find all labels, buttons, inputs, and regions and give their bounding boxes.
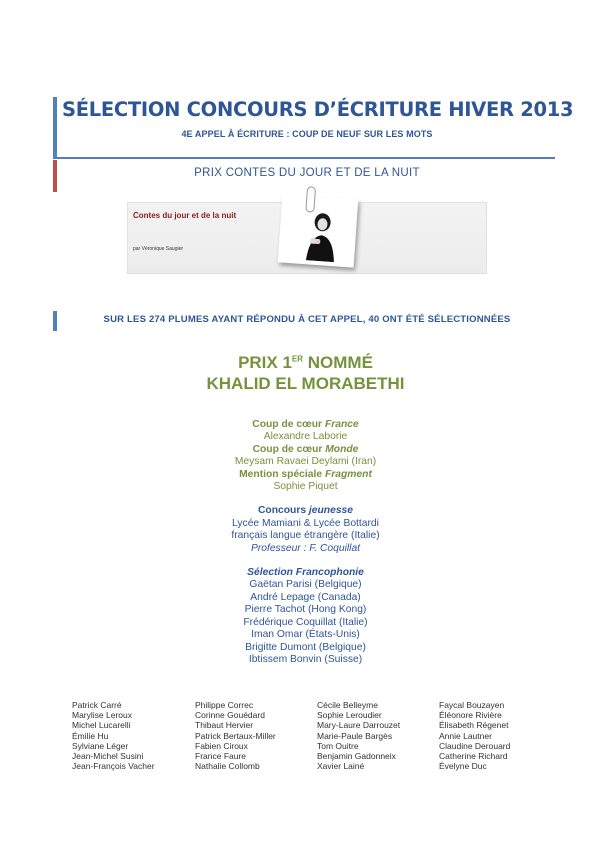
awards-list: [0, 419, 611, 666]
coup-coeur-france-name: Alexandre Laborie: [263, 431, 348, 443]
prize-superscript: ER: [291, 354, 304, 364]
banner-byline: par Véronique Saugier: [133, 246, 184, 252]
coup-coeur-france-label: Coup de cœur France: [252, 419, 359, 430]
coup-coeur-monde-label: Coup de cœur Monde: [252, 443, 359, 455]
mention-speciale-label: Mention spéciale Fragment: [239, 468, 372, 480]
names-column-4: [439, 700, 510, 771]
names-column-3: [317, 700, 400, 771]
list-item: Tom Ouitre: [317, 740, 359, 751]
mention-speciale-name: Sophie Piquet: [273, 481, 338, 493]
list-item: Benjamin Gadonneix: [317, 751, 396, 762]
list-item: Marie-Paule Bargès: [317, 730, 393, 741]
list-item: Brigitte Dumont (Belgique): [245, 641, 366, 653]
list-item: Sophie Leroudier: [317, 710, 382, 721]
list-item: Sylviane Léger: [72, 740, 129, 751]
list-item: Michel Lucarelli: [72, 720, 131, 731]
pinned-photo-note: [278, 194, 359, 267]
title-accent-bar: [53, 97, 57, 159]
jeunesse-program: français langue étrangère (Italie): [231, 530, 380, 542]
prize-prefix: PRIX 1: [238, 353, 292, 372]
list-item: Annie Lautner: [439, 730, 492, 741]
list-item: Évelyne Duc: [439, 761, 487, 772]
list-item: Marylise Leroux: [72, 710, 132, 721]
list-item: Patrick Bertaux-Miller: [195, 730, 276, 741]
banner-title: Contes du jour et de la nuit: [133, 211, 237, 220]
list-item: Cécile Belleyme: [317, 700, 378, 710]
list-item: Gaëtan Parisi (Belgique): [249, 579, 362, 591]
concours-jeunesse-label: Concours jeunesse: [258, 505, 353, 517]
names-column-1: [72, 700, 155, 771]
prize-suffix: NOMMÉ: [303, 353, 373, 372]
list-item: Nathalie Collomb: [195, 761, 260, 772]
author-photo: [300, 208, 344, 263]
jeunesse-teacher: Professeur : F. Coquillat: [250, 542, 361, 554]
list-item: Catherine Richard: [439, 751, 508, 762]
list-item: Élisabeth Régenet: [439, 720, 509, 731]
prize-title: PRIX CONTES DU JOUR ET DE LA NUIT: [194, 167, 420, 179]
list-item: Fabien Ciroux: [195, 740, 248, 751]
list-item: Thibaut Hervier: [195, 720, 254, 731]
first-prize-winner: KHALID EL MORABETHI: [206, 374, 405, 393]
coup-coeur-monde-name: Meysam Ravaei Deylami (Iran): [234, 456, 377, 468]
list-item: Iman Omar (États-Unis): [251, 629, 360, 641]
list-item: Faycal Bouzayen: [439, 700, 505, 710]
francophonie-label: Sélection Francophonie: [247, 567, 364, 579]
document-title: SÉLECTION CONCOURS D’ÉCRITURE HIVER 2013: [62, 98, 574, 121]
list-item: France Faure: [195, 751, 247, 762]
list-item: Jean-Michel Susini: [72, 751, 144, 762]
list-item: Mary-Laure Darrouzet: [317, 720, 401, 731]
list-item: Frédérique Coquillat (Italie): [243, 616, 368, 628]
list-item: Pierre Tachot (Hong Kong): [244, 604, 367, 616]
document-subtitle: 4E APPEL À ÉCRITURE : COUP DE NEUF SUR LES MOTS: [181, 129, 433, 139]
first-prize-heading: [0, 353, 611, 373]
list-item: Émilie Hu: [72, 730, 109, 741]
list-item: Philippe Correc: [195, 700, 254, 710]
jeunesse-school: Lycée Mamiani & Lycée Bottardi: [232, 517, 379, 529]
list-item: Patrick Carré: [72, 700, 122, 710]
list-item: Claudine Derouard: [439, 740, 511, 751]
list-item: Xavier Lainé: [317, 761, 365, 772]
list-item: Corinne Gouédard: [195, 710, 265, 721]
list-item: Jean-François Vacher: [72, 761, 155, 772]
list-item: Ibtissem Bonvin (Suisse): [248, 653, 363, 665]
selection-summary: SUR LES 274 PLUMES AYANT RÉPONDU À CET APPEL, 40 ONT ÉTÉ SÉLECTIONNÉES: [103, 314, 511, 325]
list-item: André Lepage (Canada): [250, 591, 361, 603]
list-item: Éléonore Rivière: [439, 710, 502, 721]
title-underline: [53, 157, 555, 159]
names-column-2: [195, 700, 276, 771]
contes-banner: [127, 202, 487, 274]
selection-accent-bar: [53, 311, 57, 331]
prize-accent-bar: [53, 160, 57, 192]
